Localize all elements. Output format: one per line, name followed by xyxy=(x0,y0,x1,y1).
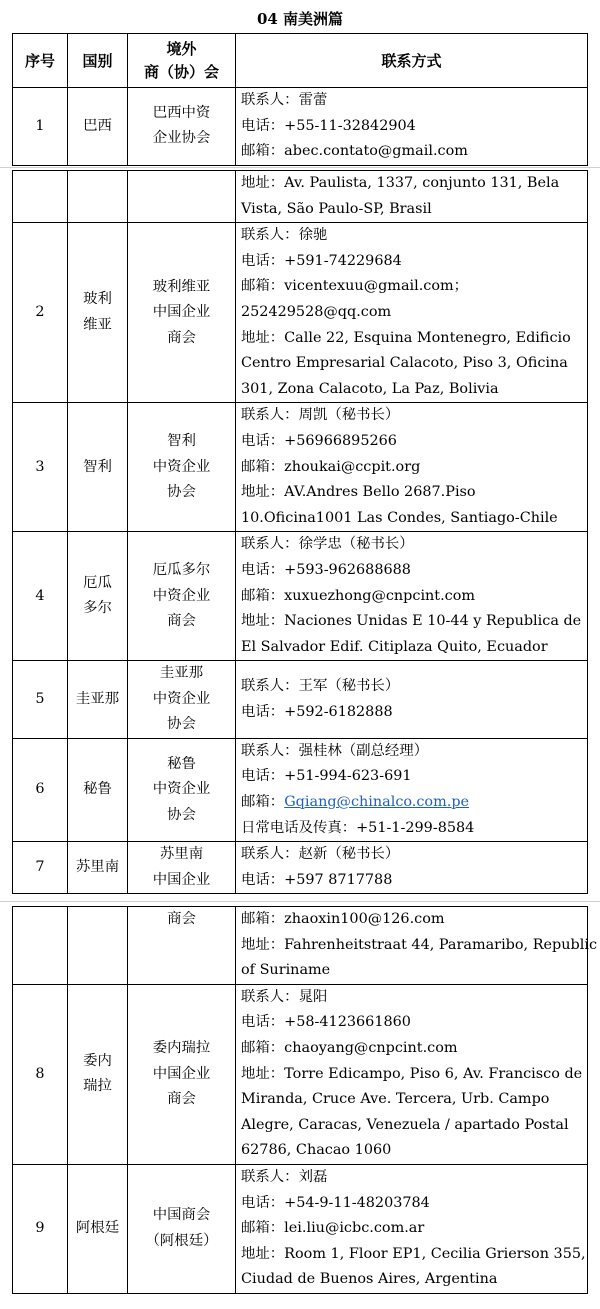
contact-line: 邮箱：abec.contato@gmail.com xyxy=(241,143,468,160)
association-line: 协会 xyxy=(167,806,196,823)
row-country xyxy=(68,738,128,841)
association-line: 智利 xyxy=(167,433,196,450)
row-seq: 5 xyxy=(13,661,68,739)
association-line: 巴西中资 xyxy=(152,104,211,121)
contact-line: 联系人：周凯（秘书长） xyxy=(241,407,400,424)
contact-line: 联系人：刘磊 xyxy=(241,1168,328,1185)
contact-line: 联系人：王军（秘书长） xyxy=(241,677,400,694)
association-line: 协会 xyxy=(167,484,196,501)
contact-line: 301, Zona Calacoto, La Paz, Bolivia xyxy=(241,380,499,397)
country-line: 智利 xyxy=(83,458,112,475)
row-contact-info xyxy=(236,532,588,661)
contact-line: of Suriname xyxy=(241,962,331,979)
row-association xyxy=(128,907,236,985)
row-contact-info xyxy=(236,842,588,894)
row-seq: 7 xyxy=(13,842,68,894)
header-association-line: 境外 xyxy=(166,39,197,58)
row-contact-info xyxy=(236,984,588,1164)
row-association xyxy=(128,171,236,223)
contact-table-part-2 xyxy=(12,170,588,894)
contact-line: El Salvador Edif. Citiplaza Quito, Ecuador xyxy=(241,638,548,655)
contact-line: 地址：Av. Paulista, 1337, conjunto 131, Bela xyxy=(241,175,560,191)
header-row xyxy=(13,34,588,88)
association-line: 厄瓜多尔 xyxy=(152,562,211,579)
row-country xyxy=(68,88,128,166)
contact-line: 电话：+593-962688688 xyxy=(241,561,411,578)
contact-line: 联系人：晁阳 xyxy=(241,988,328,1005)
contact-line: 联系人：雷蕾 xyxy=(241,92,328,108)
table-row xyxy=(13,88,588,166)
contact-line: 62786, Chacao 1060 xyxy=(241,1142,392,1159)
contact-line: 地址：Calle 22, Esquina Montenegro, Edificio xyxy=(241,329,571,346)
association-line: （阿根廷） xyxy=(145,1232,218,1249)
table-row xyxy=(13,661,588,739)
country-line: 苏里南 xyxy=(75,859,120,875)
association-line: 商会 xyxy=(167,613,196,630)
contact-table-part-3 xyxy=(12,906,597,1294)
country-line: 圭亚那 xyxy=(75,690,120,707)
row-association xyxy=(128,403,236,532)
row-contact-info xyxy=(236,1164,588,1293)
row-country xyxy=(68,171,128,223)
contact-line: 联系人：强桂林（副总经理） xyxy=(241,742,429,759)
association-line: 商会 xyxy=(167,329,196,346)
table-row xyxy=(13,907,588,985)
contact-line: 邮箱：lei.liu@icbc.com.ar xyxy=(241,1220,425,1237)
country-line: 厄瓜 xyxy=(83,574,112,591)
row-contact-info xyxy=(236,223,588,403)
row-contact-info xyxy=(236,403,588,532)
row-seq: 2 xyxy=(13,223,68,403)
contact-line: 电话：+56966895266 xyxy=(241,432,397,449)
association-line: 中国企业 xyxy=(152,304,211,321)
row-country xyxy=(68,984,128,1164)
contact-line: 10.Oficina1001 Las Condes, Santiago-Chile xyxy=(241,509,558,526)
table-row xyxy=(13,984,588,1164)
association-line: 商会 xyxy=(167,911,196,927)
country-line: 秘鲁 xyxy=(83,781,112,798)
row-seq: 1 xyxy=(13,88,68,166)
association-line: 商会 xyxy=(167,1091,196,1108)
contact-line: Miranda, Cruce Ave. Tercera, Urb. Campo xyxy=(241,1091,550,1108)
contact-line: 电话：+597 8717788 xyxy=(241,871,393,888)
country-line: 玻利 xyxy=(83,291,112,308)
association-line: 中国企业 xyxy=(152,871,211,888)
association-line: 苏里南 xyxy=(159,846,204,863)
table-row xyxy=(13,1164,588,1293)
row-association xyxy=(128,1164,236,1293)
header-association-line: 商（协）会 xyxy=(143,62,219,81)
row-association xyxy=(128,984,236,1164)
association-line: 中资企业 xyxy=(152,587,211,604)
contact-line: 联系人：徐驰 xyxy=(241,227,328,244)
row-association xyxy=(128,532,236,661)
contact-line: 电话：+55-11-32842904 xyxy=(241,117,416,134)
page-break xyxy=(0,901,600,902)
row-contact-info xyxy=(236,171,588,223)
table-row xyxy=(13,171,588,223)
page-break xyxy=(0,167,600,168)
row-seq: 9 xyxy=(13,1164,68,1293)
contact-line: 邮箱：xuxuezhong@cnpcint.com xyxy=(241,587,476,604)
header-contact: 联系方式 xyxy=(236,34,588,88)
header-seq: 序号 xyxy=(13,34,68,88)
contact-line: 邮箱：chaoyang@cnpcint.com xyxy=(241,1039,458,1056)
contact-line: 电话：+58-4123661860 xyxy=(241,1014,411,1031)
contact-line: 联系人：赵新（秘书长） xyxy=(241,846,400,863)
row-contact-info xyxy=(236,738,588,841)
email-link[interactable]: 邮箱：Gqiang@chinalco.com.pe xyxy=(241,793,470,810)
row-seq: 8 xyxy=(13,984,68,1164)
contact-line: 邮箱：zhaoxin100@126.com xyxy=(241,911,445,927)
contact-line: 日常电话及传真：+51-1-299-8584 xyxy=(241,819,475,836)
contact-line: 电话：+591-74229684 xyxy=(241,252,402,269)
contact-line: Alegre, Caracas, Venezuela / apartado Postal xyxy=(241,1116,569,1133)
row-contact-info xyxy=(236,907,597,985)
contact-line: Ciudad de Buenos Aires, Argentina xyxy=(241,1271,498,1288)
contact-line: 地址：AV.Andres Bello 2687.Piso xyxy=(241,484,476,501)
row-association xyxy=(128,223,236,403)
contact-line: 地址：Fahrenheitstraat 44, Paramaribo, Republic xyxy=(241,936,597,953)
contact-line: Centro Empresarial Calacoto, Piso 3, Oficina xyxy=(241,355,568,372)
row-country xyxy=(68,907,128,985)
association-line: 企业协会 xyxy=(152,130,211,147)
contact-line: 联系人：徐学忠（秘书长） xyxy=(241,536,414,553)
row-association xyxy=(128,661,236,739)
row-country xyxy=(68,1164,128,1293)
table-row xyxy=(13,403,588,532)
country-line: 维亚 xyxy=(83,316,112,333)
row-seq: 3 xyxy=(13,403,68,532)
country-line: 委内 xyxy=(83,1052,112,1069)
association-line: 中国企业 xyxy=(152,1065,211,1082)
row-country xyxy=(68,532,128,661)
row-seq: 6 xyxy=(13,738,68,841)
country-line: 巴西 xyxy=(83,117,112,134)
row-country xyxy=(68,403,128,532)
contact-line: 地址：Room 1, Floor EP1, Cecilia Grierson 355, xyxy=(241,1245,586,1262)
row-contact-info xyxy=(236,661,588,739)
table-row xyxy=(13,223,588,403)
association-line: 协会 xyxy=(167,716,196,733)
contact-line: 地址：Torre Edicampo, Piso 6, Av. Francisco de xyxy=(241,1065,583,1082)
row-contact-info xyxy=(236,88,588,166)
contact-line: 电话：+51-994-623-691 xyxy=(241,768,412,785)
country-line: 多尔 xyxy=(83,600,112,617)
header-association xyxy=(128,34,236,88)
contact-line: 电话：+592-6182888 xyxy=(241,703,393,720)
table-row xyxy=(13,842,588,894)
contact-line: 电话：+54-9-11-48203784 xyxy=(241,1194,430,1211)
contact-line: Vista, São Paulo-SP, Brasil xyxy=(241,200,432,217)
association-line: 委内瑞拉 xyxy=(152,1040,211,1057)
row-country xyxy=(68,842,128,894)
row-association xyxy=(128,738,236,841)
row-country xyxy=(68,223,128,403)
association-line: 中资企业 xyxy=(152,781,211,798)
table-row xyxy=(13,532,588,661)
row-association xyxy=(128,88,236,166)
association-line: 秘鲁 xyxy=(167,755,196,772)
row-country xyxy=(68,661,128,739)
association-line: 玻利维亚 xyxy=(152,278,211,295)
row-seq xyxy=(13,171,68,223)
association-line: 中资企业 xyxy=(152,458,211,475)
association-line: 圭亚那 xyxy=(159,665,204,682)
row-association xyxy=(128,842,236,894)
page-title: 04 南美洲篇 xyxy=(256,10,344,28)
row-seq xyxy=(13,907,68,985)
row-seq: 4 xyxy=(13,532,68,661)
contact-line: 252429528@qq.com xyxy=(241,303,392,320)
contact-table-part-1 xyxy=(12,33,588,166)
association-line: 中资企业 xyxy=(152,690,211,707)
contact-line: 邮箱：zhoukai@ccpit.org xyxy=(241,458,421,475)
contact-line: 地址：Naciones Unidas E 10-44 y Republica de xyxy=(241,613,582,630)
table-row xyxy=(13,738,588,841)
contact-line: 邮箱：vicentexuu@gmail.com； xyxy=(241,278,469,295)
association-line: 中国商会 xyxy=(152,1207,211,1224)
header-country: 国别 xyxy=(68,34,128,88)
country-line: 瑞拉 xyxy=(83,1078,112,1095)
country-line: 阿根廷 xyxy=(75,1220,120,1237)
